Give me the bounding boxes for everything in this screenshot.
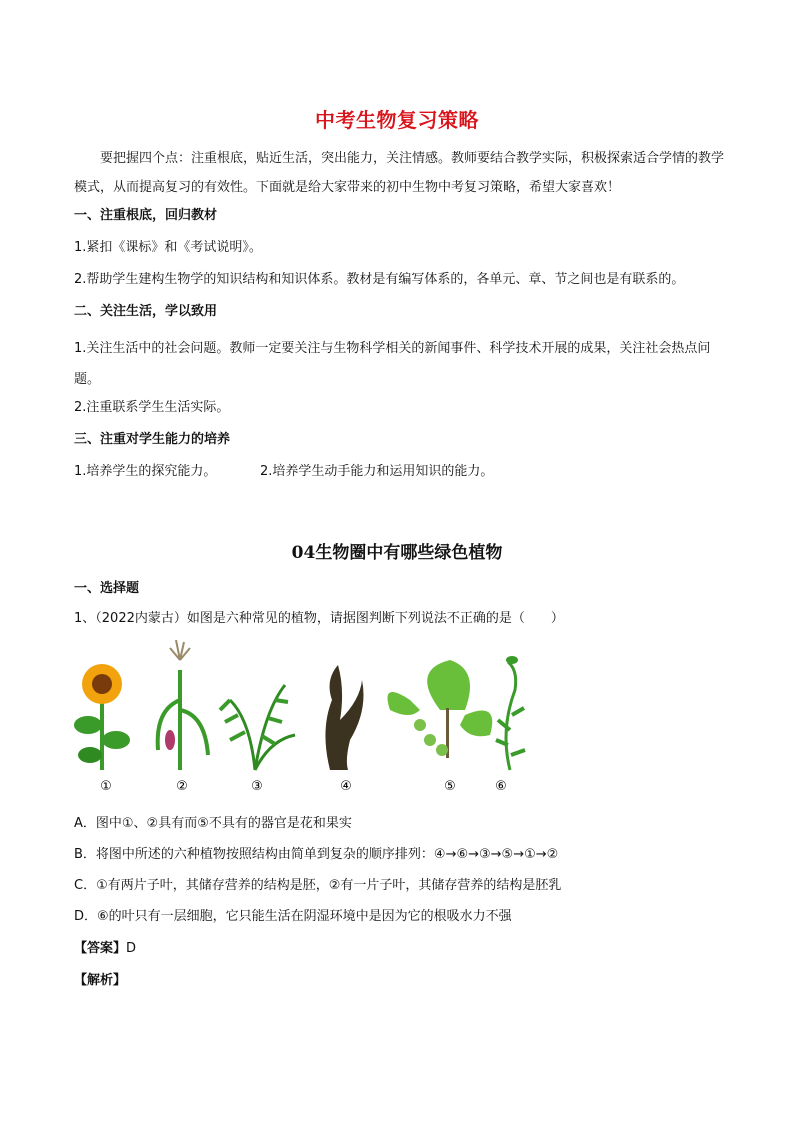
question-stem: 1、（2022内蒙古）如图是六种常见的植物，请据图判断下列说法不正确的是（ ） xyxy=(74,611,564,626)
plant-label-1: ① xyxy=(100,779,112,794)
seedling-icon xyxy=(496,656,525,770)
answer-line xyxy=(74,938,724,960)
corn-icon xyxy=(158,640,208,770)
section-heading-3: 三、注重对学生能力的培养 xyxy=(74,432,231,447)
option-a: A．图中①、②具有而⑤不具有的器官是花和果实 xyxy=(74,816,352,831)
plant-figure xyxy=(70,640,540,800)
answer-label: 【答案】 xyxy=(74,941,127,956)
section-1-item-2: 2.帮助学生建构生物学的知识结构和知识体系。教材是有编写体系的，各单元、章、节之间也是有联系的。 xyxy=(74,272,685,287)
liverwort-icon xyxy=(325,665,363,770)
question-section-heading: 一、选择题 xyxy=(74,581,140,596)
section-1-item-1: 1.紧扣《课标》和《考试说明》。 xyxy=(74,240,262,255)
option-d: D．⑥的叶只有一层细胞，它只能生活在阴湿环境中是因为它的根吸水力不强 xyxy=(74,909,512,924)
plant-label-3: ③ xyxy=(251,779,263,794)
option-c: C．①有两片子叶，其储存营养的结构是胚，②有一片子叶，其储存营养的结构是胚乳 xyxy=(74,878,562,893)
section-heading-2: 二、关注生活，学以致用 xyxy=(74,304,218,319)
option-b: B．将图中所述的六种植物按照结构由简单到复杂的顺序排列：④→⑥→③→⑤→①→② xyxy=(74,847,559,862)
section-2-item-1: 1.关注生活中的社会问题。教师一定要关注与生物科学相关的新闻事件、科学技术开展的成果，关注社会热点问题。 xyxy=(74,341,711,387)
ginkgo-icon xyxy=(388,660,493,758)
section-heading-1: 一、注重根底，回归教材 xyxy=(74,208,218,223)
sunflower-icon xyxy=(74,664,130,770)
section-3-item-1: 1.培养学生的探究能力。 xyxy=(74,464,217,479)
plant-label-6: ⑥ xyxy=(495,779,507,794)
intro-paragraph: 要把握四个点：注重根底，贴近生活，突出能力，关注情感。教师要结合教学实际，积极探索适合学情的教学模式，从而提高复习的有效性。下面就是给大家带来的初中生物中考复习策略，希望大家喜欢！ xyxy=(74,151,725,195)
page-title: 中考生物复习策略 xyxy=(315,108,479,132)
section-3-item-2: 2.培养学生动手能力和运用知识的能力。 xyxy=(260,464,494,479)
answer-value: D xyxy=(126,941,137,956)
section-2-item-2: 2.注重联系学生生活实际。 xyxy=(74,400,230,415)
chapter-title: 04生物圈中有哪些绿色植物 xyxy=(291,543,503,563)
plant-label-5: ⑤ xyxy=(444,779,456,794)
plant-label-2: ② xyxy=(176,779,188,794)
plant-label-4: ④ xyxy=(340,779,352,794)
analysis-label: 【解析】 xyxy=(74,973,127,988)
fern-icon xyxy=(220,685,295,770)
